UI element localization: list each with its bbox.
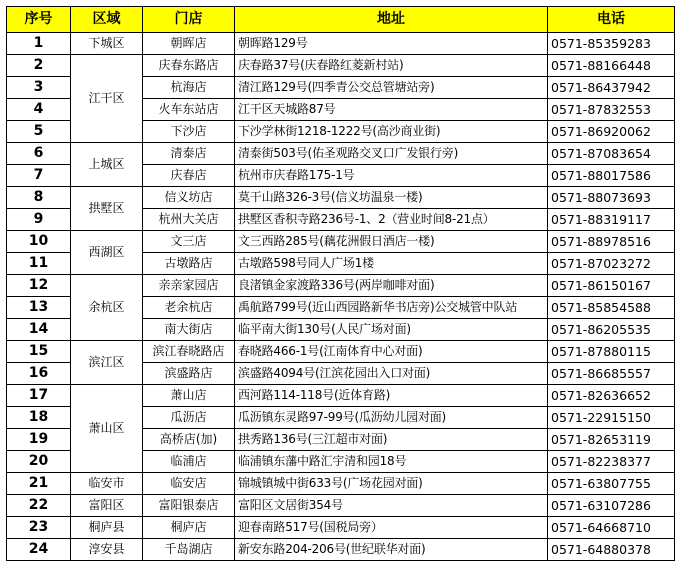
store-name-cell: 萧山店 [143,385,235,407]
district-cell: 上城区 [71,143,143,187]
address-cell: 锦城镇城中街633号(广场花园对面) [235,473,548,495]
store-name-cell: 下沙店 [143,121,235,143]
store-table [6,6,675,561]
address-cell: 新安东路204-206号(世纪联华对面) [235,539,548,561]
address-cell: 拱墅区香积寺路236号-1、2（营业时间8-21点） [235,209,548,231]
store-name-cell: 高桥店(加) [143,429,235,451]
table-row [7,55,675,77]
store-name-cell: 庆春东路店 [143,55,235,77]
phone-cell: 0571-22915150 [548,407,675,429]
table-row [7,495,675,517]
phone-cell: 0571-88319117 [548,209,675,231]
store-name-cell: 庆春店 [143,165,235,187]
district-cell: 余杭区 [71,275,143,341]
phone-cell: 0571-87832553 [548,99,675,121]
phone-cell: 0571-88073693 [548,187,675,209]
header-phone: 电话 [548,7,675,33]
row-number: 19 [7,429,71,451]
address-cell: 庆春路37号(庆春路红菱新村站) [235,55,548,77]
row-number: 2 [7,55,71,77]
row-number: 15 [7,341,71,363]
row-number: 6 [7,143,71,165]
phone-cell: 0571-88978516 [548,231,675,253]
phone-cell: 0571-86205535 [548,319,675,341]
row-number: 16 [7,363,71,385]
address-cell: 临浦镇东藩中路汇宇清和园18号 [235,451,548,473]
row-number: 1 [7,33,71,55]
table-row [7,385,675,407]
address-cell: 文三西路285号(藕花洲假日酒店一楼) [235,231,548,253]
phone-cell: 0571-88166448 [548,55,675,77]
table-row [7,341,675,363]
district-cell: 西湖区 [71,231,143,275]
store-name-cell: 清泰店 [143,143,235,165]
store-name-cell: 瓜沥店 [143,407,235,429]
store-name-cell: 朝晖店 [143,33,235,55]
address-cell: 杭州市庆春路175-1号 [235,165,548,187]
row-number: 24 [7,539,71,561]
phone-cell: 0571-63107286 [548,495,675,517]
table-row [7,143,675,165]
address-cell: 莫干山路326-3号(信义坊温泉一楼) [235,187,548,209]
row-number: 23 [7,517,71,539]
address-cell: 清泰街503号(佑圣观路交叉口广发银行旁) [235,143,548,165]
store-name-cell: 火车东站店 [143,99,235,121]
address-cell: 瓜沥镇东灵路97-99号(瓜沥幼儿园对面) [235,407,548,429]
phone-cell: 0571-85359283 [548,33,675,55]
store-list-sheet [6,6,675,561]
district-cell: 淳安县 [71,539,143,561]
header-district: 区域 [71,7,143,33]
table-row [7,231,675,253]
address-cell: 禹航路799号(近山西园路新华书店旁)公交城管中队站 [235,297,548,319]
row-number: 17 [7,385,71,407]
table-row [7,33,675,55]
table-header [7,7,675,33]
row-number: 11 [7,253,71,275]
address-cell: 富阳区文居街354号 [235,495,548,517]
store-name-cell: 杭海店 [143,77,235,99]
store-name-cell: 南大街店 [143,319,235,341]
store-name-cell: 信义坊店 [143,187,235,209]
address-cell: 春晓路466-1号(江南体育中心对面) [235,341,548,363]
district-cell: 富阳区 [71,495,143,517]
phone-cell: 0571-87023272 [548,253,675,275]
table-row [7,275,675,297]
phone-cell: 0571-64880378 [548,539,675,561]
address-cell: 清江路129号(四季青公交总管塘站旁) [235,77,548,99]
store-name-cell: 桐庐店 [143,517,235,539]
phone-cell: 0571-63807755 [548,473,675,495]
row-number: 12 [7,275,71,297]
address-cell: 古墩路598号同人广场1楼 [235,253,548,275]
address-cell: 西河路114-118号(近体育路) [235,385,548,407]
row-number: 9 [7,209,71,231]
row-number: 13 [7,297,71,319]
store-name-cell: 千岛湖店 [143,539,235,561]
district-cell: 江干区 [71,55,143,143]
phone-cell: 0571-86150167 [548,275,675,297]
header-address: 地址 [235,7,548,33]
district-cell: 桐庐县 [71,517,143,539]
store-name-cell: 富阳银泰店 [143,495,235,517]
store-name-cell: 文三店 [143,231,235,253]
store-name-cell: 杭州大关店 [143,209,235,231]
store-name-cell: 滨江春晓路店 [143,341,235,363]
table-row [7,187,675,209]
phone-cell: 0571-88017586 [548,165,675,187]
table-row [7,473,675,495]
row-number: 14 [7,319,71,341]
row-number: 22 [7,495,71,517]
phone-cell: 0571-85854588 [548,297,675,319]
header-seq: 序号 [7,7,71,33]
row-number: 8 [7,187,71,209]
table-body [7,33,675,561]
phone-cell: 0571-87083654 [548,143,675,165]
phone-cell: 0571-86920062 [548,121,675,143]
store-name-cell: 亲亲家园店 [143,275,235,297]
row-number: 20 [7,451,71,473]
table-row [7,517,675,539]
row-number: 3 [7,77,71,99]
row-number: 21 [7,473,71,495]
row-number: 5 [7,121,71,143]
address-cell: 拱秀路136号(三江超市对面) [235,429,548,451]
phone-cell: 0571-64668710 [548,517,675,539]
address-cell: 良渚镇金家渡路336号(两岸咖啡对面) [235,275,548,297]
district-cell: 拱墅区 [71,187,143,231]
district-cell: 临安市 [71,473,143,495]
phone-cell: 0571-86685557 [548,363,675,385]
phone-cell: 0571-82653119 [548,429,675,451]
address-cell: 滨盛路4094号(江滨花园出入口对面) [235,363,548,385]
header-row [7,7,675,33]
phone-cell: 0571-86437942 [548,77,675,99]
address-cell: 下沙学林街1218-1222号(高沙商业街) [235,121,548,143]
address-cell: 迎春南路517号(国税局旁） [235,517,548,539]
address-cell: 江干区天城路87号 [235,99,548,121]
row-number: 10 [7,231,71,253]
header-store: 门店 [143,7,235,33]
store-name-cell: 临浦店 [143,451,235,473]
row-number: 18 [7,407,71,429]
row-number: 7 [7,165,71,187]
address-cell: 临平南大街130号(人民广场对面) [235,319,548,341]
store-name-cell: 临安店 [143,473,235,495]
phone-cell: 0571-82636652 [548,385,675,407]
district-cell: 萧山区 [71,385,143,473]
district-cell: 滨江区 [71,341,143,385]
phone-cell: 0571-87880115 [548,341,675,363]
address-cell: 朝晖路129号 [235,33,548,55]
district-cell: 下城区 [71,33,143,55]
store-name-cell: 老余杭店 [143,297,235,319]
phone-cell: 0571-82238377 [548,451,675,473]
row-number: 4 [7,99,71,121]
store-name-cell: 滨盛路店 [143,363,235,385]
table-row [7,539,675,561]
store-name-cell: 古墩路店 [143,253,235,275]
